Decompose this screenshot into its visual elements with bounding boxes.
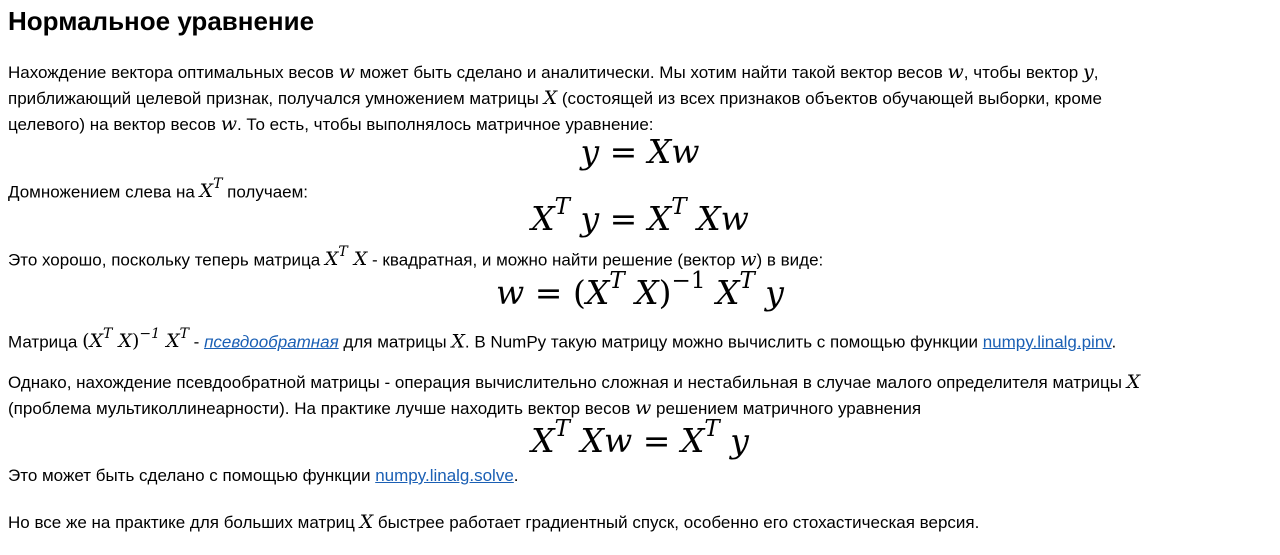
math-w: w — [338, 61, 355, 83]
math-X: X — [1126, 371, 1141, 393]
math-X: X — [543, 87, 558, 109]
text: Это может быть сделано с помощью функции — [8, 466, 376, 485]
pseudoinverse-link[interactable]: псевдообратная — [204, 332, 339, 352]
text: . — [513, 466, 519, 485]
text: быстрее работает градиентный спуск, особенно его стохастическая версия. — [373, 513, 980, 532]
math-y: y — [1082, 61, 1094, 83]
text: приближающий целевой признак, получался умножением матрицы — [8, 89, 544, 108]
math-XTX: $X^T$ X — [324, 244, 368, 271]
equation-y-equals-Xw: y = Xw — [580, 132, 700, 171]
text: . — [1111, 332, 1117, 352]
text: целевого) на вектор весов — [8, 115, 221, 134]
math-X: X — [451, 330, 465, 353]
text: . То есть, чтобы выполнялось матричное уравнение: — [236, 115, 654, 134]
paragraph-4 — [8, 326, 1116, 352]
paragraph-1-line-2 — [8, 88, 1102, 109]
text: для матрицы — [338, 332, 452, 352]
numpy-solve-link[interactable]: numpy.linalg.solve — [375, 466, 514, 485]
text: Однако, нахождение псевдообратной матрицы - операция вычислительно сложная и нестабильная в случае малого определителя матрицы — [8, 373, 1127, 392]
math-XT: $X^T$ — [199, 176, 223, 203]
paragraph-5-line-1 — [8, 372, 1140, 393]
math-X: X — [359, 511, 374, 533]
text: ) в виде: — [756, 250, 824, 270]
paragraph-6 — [8, 466, 519, 486]
page-title: Нормальное уравнение — [8, 6, 315, 36]
text: (состоящей из всех признаков объектов обучающей выборки, кроме — [557, 89, 1102, 108]
numpy-pinv-link[interactable]: numpy.linalg.pinv — [982, 332, 1112, 352]
text: , чтобы вектор — [963, 63, 1083, 82]
text: , — [1093, 63, 1099, 82]
text: Домножением слева на — [8, 182, 200, 202]
math-w: w — [635, 397, 652, 419]
text: Это хорошо, поскольку теперь матрица — [8, 250, 325, 270]
math-w: w — [947, 61, 964, 83]
math-pseudoinverse: ($X^T$ X)$^{-1}$ $X^T$ — [82, 326, 189, 353]
paragraph-5-line-2 — [8, 398, 921, 419]
text: . В NumPy такую матрицу можно вычислить с помощью функции — [464, 332, 983, 352]
equation-XTXw-equals-XTy: $X^T$ $Xw = X^T$ y — [531, 416, 749, 460]
equation-w-solution: $w = (X^T$ X)$^{-1}$ $X^T$ y — [496, 268, 784, 312]
text: Но все же на практике для больших матриц — [8, 513, 360, 532]
text: - квадратная, и можно найти решение (вектор — [367, 250, 741, 270]
text: Матрица — [8, 332, 83, 352]
text: получаем: — [222, 182, 309, 202]
text: Нахождение вектора оптимальных весов — [8, 63, 339, 82]
math-w: w — [740, 248, 757, 271]
math-w: w — [220, 113, 237, 135]
text: - — [188, 332, 205, 352]
paragraph-3 — [8, 244, 823, 270]
text: решением матричного уравнения — [651, 399, 922, 418]
text: может быть сделано и аналитически. Мы хотим найти такой вектор весов — [354, 63, 948, 82]
text: (проблема мультиколлинеарности). На практике лучше находить вектор весов — [8, 399, 635, 418]
paragraph-7 — [8, 512, 979, 533]
equation-XTy-equals-XTXw: $X^T$ $y = X^T$ Xw — [531, 194, 749, 238]
paragraph-1-line-1 — [8, 62, 1098, 83]
